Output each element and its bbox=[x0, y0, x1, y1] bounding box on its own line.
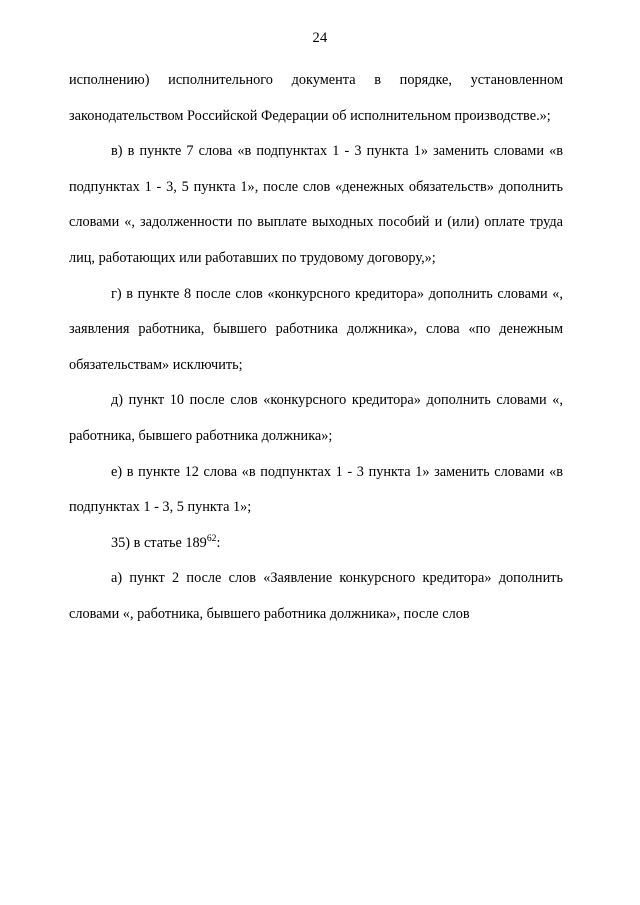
document-body bbox=[69, 63, 563, 633]
paragraph-item-d: д) пункт 10 после слов «конкурсного кредитора» дополнить словами «, работника, бывшего работника должника»; bbox=[69, 392, 563, 444]
article-reference-suffix: : bbox=[216, 534, 221, 551]
article-reference-text: 35) в статье 189 bbox=[111, 534, 207, 551]
paragraph-item-a: а) пункт 2 после слов «Заявление конкурсного кредитора» дополнить словами «, работника, бывшего работника должника», после слов bbox=[69, 570, 563, 622]
paragraph-item-v: в) в пункте 7 слова «в подпунктах 1 - 3 пункта 1» заменить словами «в подпунктах 1 - 3, 5 пункта 1», после слов «денежных обязательств» дополнить словами «, задолженности по выплате выходных пособий и (или) оплате труда лиц, работающих или работавших по трудовому договору,»; bbox=[69, 143, 563, 266]
paragraph-item-e: е) в пункте 12 слова «в подпунктах 1 - 3 пункта 1» заменить словами «в подпунктах 1 - 3, 5 пункта 1»; bbox=[69, 463, 563, 516]
page-number: 24 bbox=[312, 30, 328, 46]
article-superscript: 62 bbox=[206, 532, 217, 544]
paragraph-continuation: исполнению) исполнительного документа в порядке, установленном законодательством Российской Федерации об исполнительном производстве.»; bbox=[69, 72, 563, 124]
paragraph-item-35 bbox=[69, 526, 563, 562]
paragraph-item-g: г) в пункте 8 после слов «конкурсного кредитора» дополнить словами «, заявления работника, бывшего работника должника», слова «по денежным обязательствам» исключить; bbox=[69, 285, 563, 373]
